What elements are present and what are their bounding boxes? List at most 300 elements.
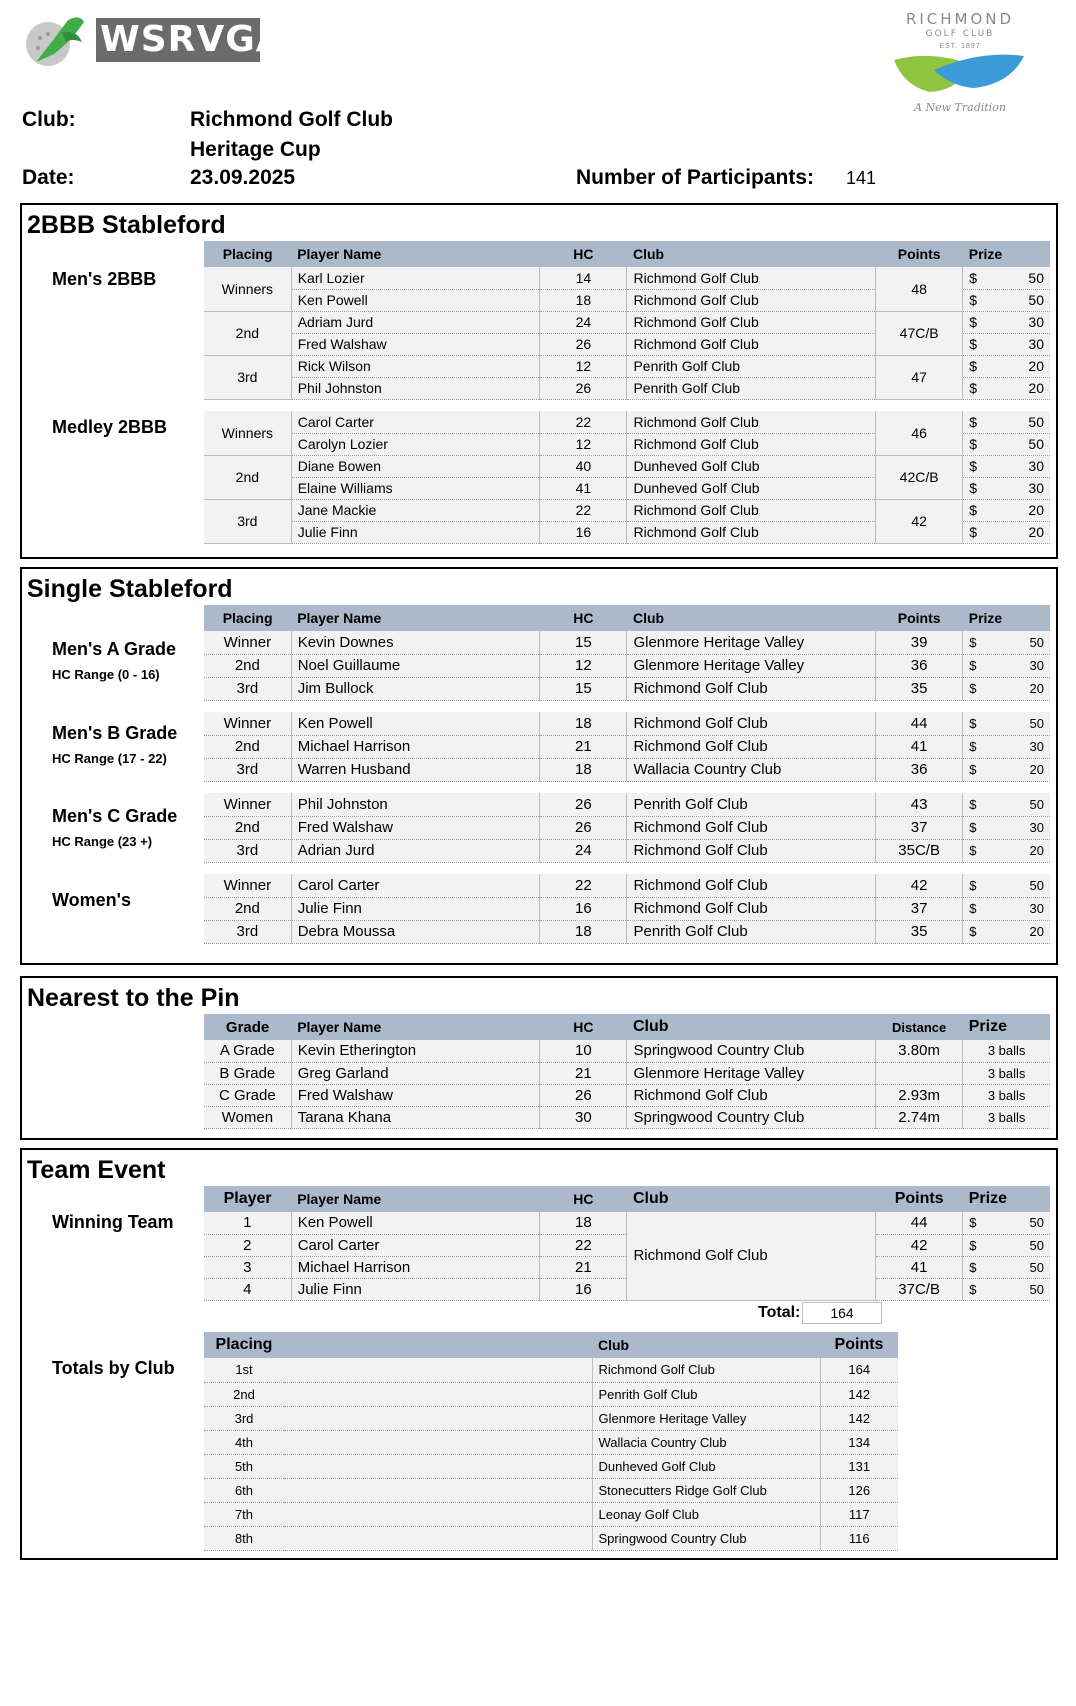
spacer-cell	[284, 1454, 592, 1478]
prize-cell: 3 balls	[963, 1106, 1050, 1128]
col-points: Points	[876, 241, 963, 267]
spacer-cell	[284, 1478, 592, 1502]
placing-cell: 3rd	[204, 499, 291, 543]
club-cell: Richmond Golf Club	[627, 311, 876, 333]
table-header	[204, 1186, 1050, 1212]
currency-symbol: $	[969, 1281, 977, 1297]
club-label: Club:	[22, 108, 76, 131]
prize-amount: 30	[1029, 739, 1044, 754]
table-row	[204, 355, 1050, 377]
placing-cell: 2nd	[204, 816, 291, 839]
hc-cell: 26	[540, 333, 627, 355]
grade-cell: Women	[204, 1106, 291, 1128]
prize-cell	[963, 735, 1050, 758]
placing-cell: 2nd	[204, 735, 291, 758]
player-name: Ken Powell	[291, 712, 540, 735]
col-player: Player Name	[291, 1014, 540, 1040]
prize-amount: 20	[1029, 681, 1044, 696]
placing-cell: Winner	[204, 793, 291, 816]
club-cell: Richmond Golf Club	[627, 1084, 876, 1106]
prize-cell	[963, 1256, 1050, 1278]
spacer-cell	[284, 1526, 592, 1550]
table-row	[204, 1478, 898, 1502]
currency-symbol: $	[969, 1215, 977, 1231]
col-hc: HC	[540, 605, 627, 631]
club-cell: Richmond Golf Club	[627, 333, 876, 355]
prize-cell	[963, 411, 1050, 433]
points-cell: 43	[876, 793, 963, 816]
placing-cell: 2nd	[204, 311, 291, 355]
prize-cell	[963, 1212, 1050, 1234]
section-single	[20, 567, 1058, 965]
bbb-table	[204, 241, 1050, 544]
group-label: Medley 2BBB	[52, 417, 168, 437]
points-cell: 41	[876, 735, 963, 758]
table-row	[204, 1454, 898, 1478]
currency-symbol: $	[969, 1237, 977, 1253]
currency-symbol: $	[969, 413, 978, 430]
club-cell: Richmond Golf Club	[627, 289, 876, 311]
col-player: Player Name	[291, 241, 540, 267]
group-label: Men's A Grade	[52, 639, 176, 659]
player-name: Greg Garland	[291, 1062, 540, 1084]
prize-amount: 20	[1028, 502, 1044, 518]
hc-cell: 14	[540, 267, 627, 289]
table-row	[204, 712, 1050, 735]
placing-cell: 8th	[204, 1526, 284, 1550]
placing-cell: 3rd	[204, 758, 291, 781]
table-row	[204, 1406, 898, 1430]
table-row	[204, 874, 1050, 897]
prize-cell	[963, 1278, 1050, 1300]
currency-symbol: $	[969, 269, 978, 286]
table-row	[204, 1430, 898, 1454]
col-points: Points	[876, 605, 963, 631]
club-cell: Dunheved Golf Club	[627, 455, 876, 477]
prize-cell	[963, 677, 1050, 700]
logo-sub: GOLF CLUB	[925, 29, 995, 39]
total-value: 164	[802, 1302, 882, 1324]
hc-cell: 22	[540, 411, 627, 433]
prize-cell	[963, 355, 1050, 377]
hc-cell: 15	[540, 677, 627, 700]
player-no: 2	[204, 1234, 291, 1256]
player-no: 4	[204, 1278, 291, 1300]
player-name: Ken Powell	[291, 289, 540, 311]
player-no: 3	[204, 1256, 291, 1278]
hc-cell: 24	[540, 311, 627, 333]
placing-cell: 2nd	[204, 455, 291, 499]
placing-cell: 2nd	[204, 1382, 284, 1406]
section-pin	[20, 976, 1058, 1140]
event-name: Heritage Cup	[190, 138, 321, 161]
club-cell: Richmond Golf Club	[627, 411, 876, 433]
table-row	[204, 735, 1050, 758]
logo-tagline: A New Tradition	[914, 101, 1006, 114]
prize-amount: 50	[1029, 1259, 1044, 1275]
currency-symbol: $	[969, 924, 977, 939]
placing-cell: 3rd	[204, 1406, 284, 1430]
club-cell: Springwood Country Club	[627, 1040, 876, 1062]
hc-cell: 12	[540, 355, 627, 377]
prize-amount: 50	[1029, 796, 1044, 812]
club-cell: Richmond Golf Club	[627, 499, 876, 521]
hc-cell: 21	[540, 1062, 627, 1084]
table-row	[204, 1062, 1050, 1084]
player-name: Fred Walshaw	[291, 816, 540, 839]
col-placing: Placing	[204, 1332, 284, 1358]
section-title: 2BBB Stableford	[27, 211, 226, 239]
placing-cell: Winner	[204, 874, 291, 897]
club-cell: Penrith Golf Club	[592, 1382, 820, 1406]
hc-cell: 41	[540, 477, 627, 499]
table-row	[204, 267, 1050, 289]
team-table	[204, 1186, 1050, 1301]
wsrvga-logo	[22, 12, 285, 72]
hc-cell: 10	[540, 1040, 627, 1062]
club-cell: Dunheved Golf Club	[592, 1454, 820, 1478]
spacer-cell	[284, 1430, 592, 1454]
date-label: Date:	[22, 166, 75, 189]
player-name: Kevin Downes	[291, 631, 540, 654]
prize-amount: 30	[1029, 901, 1044, 916]
club-cell: Richmond Golf Club	[627, 839, 876, 862]
group-sub: HC Range (0 - 16)	[52, 667, 160, 682]
hc-cell: 18	[540, 1212, 627, 1234]
prize-amount: 20	[1029, 924, 1044, 939]
points-cell: 131	[820, 1454, 898, 1478]
player-name: Jane Mackie	[291, 499, 540, 521]
currency-symbol: $	[969, 336, 978, 352]
hc-cell: 30	[540, 1106, 627, 1128]
col-spacer	[284, 1332, 592, 1358]
prize-cell	[963, 793, 1050, 816]
col-hc: HC	[540, 1014, 627, 1040]
group-label: Men's 2BBB	[52, 269, 157, 289]
player-name: Carol Carter	[291, 1234, 540, 1256]
player-name: Carol Carter	[291, 411, 540, 433]
points-cell: 116	[820, 1526, 898, 1550]
prize-amount: 50	[1028, 292, 1044, 308]
points-cell: 36	[876, 758, 963, 781]
hc-cell: 26	[540, 1084, 627, 1106]
table-row	[204, 816, 1050, 839]
pin-table	[204, 1014, 1050, 1129]
section-title: Nearest to the Pin	[27, 984, 240, 1012]
placing-cell: 2nd	[204, 654, 291, 677]
single-table	[204, 605, 1050, 944]
spacer-cell	[284, 1358, 592, 1382]
club-cell: Richmond Golf Club	[627, 677, 876, 700]
prize-amount: 20	[1028, 380, 1044, 396]
prize-amount: 30	[1028, 458, 1044, 474]
table-row	[204, 1040, 1050, 1062]
group-label: Totals by Club	[52, 1358, 175, 1378]
club-cell: Glenmore Heritage Valley	[627, 631, 876, 654]
col-club: Club	[627, 605, 876, 631]
player-name: Carolyn Lozier	[291, 433, 540, 455]
points-cell: 44	[876, 1212, 963, 1234]
date-value: 23.09.2025	[190, 166, 296, 189]
col-player-no: Player	[204, 1186, 291, 1212]
distance-cell	[876, 1062, 963, 1084]
club-cell: Penrith Golf Club	[627, 920, 876, 943]
player-name: Diane Bowen	[291, 455, 540, 477]
hc-cell: 21	[540, 735, 627, 758]
player-name: Elaine Williams	[291, 477, 540, 499]
hc-cell: 26	[540, 377, 627, 399]
table-row	[204, 677, 1050, 700]
prize-amount: 30	[1028, 336, 1044, 352]
hc-cell: 16	[540, 521, 627, 543]
prize-cell	[963, 267, 1050, 289]
prize-cell	[963, 455, 1050, 477]
points-cell: 44	[876, 712, 963, 735]
points-cell: 41	[876, 1256, 963, 1278]
points-cell: 36	[876, 654, 963, 677]
hc-cell: 22	[540, 874, 627, 897]
placing-cell: 6th	[204, 1478, 284, 1502]
points-cell: 142	[820, 1382, 898, 1406]
col-club: Club	[627, 1186, 876, 1212]
player-name: Michael Harrison	[291, 735, 540, 758]
player-name: Jim Bullock	[291, 677, 540, 700]
group-label: Winning Team	[52, 1212, 174, 1232]
points-cell: 37C/B	[876, 1278, 963, 1300]
prize-cell	[963, 897, 1050, 920]
player-name: Kevin Etherington	[291, 1040, 540, 1062]
player-name: Noel Guillaume	[291, 654, 540, 677]
table-row	[204, 1502, 898, 1526]
club-cell: Wallacia Country Club	[627, 758, 876, 781]
total-label: Total:	[758, 1304, 801, 1321]
table-row	[204, 839, 1050, 862]
club-cell: Richmond Golf Club	[627, 1212, 876, 1300]
points-cell: 37	[876, 897, 963, 920]
currency-symbol: $	[969, 292, 978, 308]
prize-cell	[963, 654, 1050, 677]
leaf-icon	[890, 50, 1030, 96]
table-row	[204, 311, 1050, 333]
prize-amount: 20	[1029, 762, 1044, 777]
prize-cell	[963, 499, 1050, 521]
col-club: Club	[592, 1332, 820, 1358]
player-name: Ken Powell	[291, 1212, 540, 1234]
points-cell: 142	[820, 1406, 898, 1430]
prize-cell	[963, 333, 1050, 355]
player-name: Julie Finn	[291, 897, 540, 920]
participants-value: 141	[846, 168, 877, 188]
prize-amount: 50	[1029, 1215, 1044, 1231]
prize-amount: 30	[1028, 314, 1044, 330]
currency-symbol: $	[969, 901, 977, 916]
prize-cell	[963, 874, 1050, 897]
logo-name: RICHMOND	[905, 10, 1015, 28]
club-cell: Glenmore Heritage Valley	[592, 1406, 820, 1430]
currency-symbol: $	[969, 762, 977, 777]
logo-est: EST. 1897	[939, 43, 981, 50]
col-placing: Placing	[204, 241, 291, 267]
table-row	[204, 1212, 1050, 1234]
currency-symbol: $	[969, 681, 977, 696]
col-prize: Prize	[963, 1014, 1050, 1040]
prize-amount: 30	[1028, 480, 1044, 496]
club-cell: Richmond Golf Club	[627, 521, 876, 543]
table-header	[204, 1332, 898, 1358]
table-row	[204, 920, 1050, 943]
currency-symbol: $	[969, 877, 977, 893]
points-cell: 42	[876, 1234, 963, 1256]
table-row	[204, 411, 1050, 433]
hc-cell: 22	[540, 499, 627, 521]
currency-symbol: $	[969, 634, 977, 650]
group-label: Men's C Grade	[52, 806, 178, 826]
table-row	[204, 499, 1050, 521]
currency-symbol: $	[969, 314, 978, 330]
points-cell: 48	[876, 267, 963, 311]
club-cell: Richmond Golf Club	[627, 433, 876, 455]
prize-amount: 30	[1029, 658, 1044, 673]
participants-label: Number of Participants:	[576, 166, 815, 189]
currency-symbol: $	[969, 524, 978, 540]
grade-cell: B Grade	[204, 1062, 291, 1084]
hc-cell: 12	[540, 433, 627, 455]
distance-cell: 3.80m	[876, 1040, 963, 1062]
table-row	[204, 631, 1050, 654]
currency-symbol: $	[969, 843, 977, 858]
placing-cell: 2nd	[204, 897, 291, 920]
table-row	[204, 1382, 898, 1406]
player-name: Fred Walshaw	[291, 1084, 540, 1106]
prize-amount: 50	[1028, 436, 1044, 452]
prize-amount: 50	[1029, 1281, 1044, 1297]
col-club: Club	[627, 241, 876, 267]
player-name: Adriam Jurd	[291, 311, 540, 333]
placing-cell: 1st	[204, 1358, 284, 1382]
placing-cell: Winners	[204, 411, 291, 455]
spacer-cell	[284, 1502, 592, 1526]
club-cell: Springwood Country Club	[592, 1526, 820, 1550]
grade-cell: A Grade	[204, 1040, 291, 1062]
hc-cell: 12	[540, 654, 627, 677]
prize-cell	[963, 433, 1050, 455]
currency-symbol: $	[969, 796, 977, 812]
prize-amount: 50	[1028, 413, 1044, 430]
placing-cell: Winners	[204, 267, 291, 311]
currency-symbol: $	[969, 380, 978, 396]
hc-cell: 18	[540, 920, 627, 943]
prize-cell	[963, 521, 1050, 543]
table-row	[204, 1106, 1050, 1128]
richmond-logo	[880, 10, 1040, 130]
points-cell: 35	[876, 920, 963, 943]
spacer-cell	[284, 1406, 592, 1430]
hc-cell: 15	[540, 631, 627, 654]
points-cell: 42	[876, 874, 963, 897]
club-totals-table	[204, 1332, 898, 1551]
prize-cell	[963, 839, 1050, 862]
points-cell: 37	[876, 816, 963, 839]
club-cell: Glenmore Heritage Valley	[627, 654, 876, 677]
hc-cell: 40	[540, 455, 627, 477]
prize-amount: 50	[1029, 1237, 1044, 1253]
col-prize: Prize	[963, 241, 1050, 267]
prize-cell	[963, 289, 1050, 311]
col-points: Points	[876, 1186, 963, 1212]
points-cell: 126	[820, 1478, 898, 1502]
hc-cell: 18	[540, 758, 627, 781]
player-name: Phil Johnston	[291, 793, 540, 816]
points-cell: 42	[876, 499, 963, 543]
prize-amount: 20	[1029, 843, 1044, 858]
distance-cell: 2.93m	[876, 1084, 963, 1106]
group-label: Women's	[52, 890, 131, 910]
club-cell: Glenmore Heritage Valley	[627, 1062, 876, 1084]
placing-cell: Winner	[204, 712, 291, 735]
player-name: Warren Husband	[291, 758, 540, 781]
club-cell: Richmond Golf Club	[627, 816, 876, 839]
player-name: Rick Wilson	[291, 355, 540, 377]
placing-cell: 3rd	[204, 839, 291, 862]
club-cell: Richmond Golf Club	[627, 267, 876, 289]
prize-cell	[963, 377, 1050, 399]
hc-cell: 26	[540, 816, 627, 839]
col-prize: Prize	[963, 1186, 1050, 1212]
table-row	[204, 455, 1050, 477]
prize-cell	[963, 712, 1050, 735]
prize-amount: 50	[1029, 877, 1044, 893]
spacer-cell	[284, 1382, 592, 1406]
club-cell: Wallacia Country Club	[592, 1430, 820, 1454]
col-club: Club	[627, 1014, 876, 1040]
placing-cell: 3rd	[204, 920, 291, 943]
prize-cell	[963, 758, 1050, 781]
prize-amount: 20	[1028, 358, 1044, 374]
col-player: Player Name	[291, 605, 540, 631]
col-hc: HC	[540, 1186, 627, 1212]
col-points: Points	[820, 1332, 898, 1358]
currency-symbol: $	[969, 715, 977, 731]
placing-cell: 5th	[204, 1454, 284, 1478]
points-cell: 42C/B	[876, 455, 963, 499]
col-prize: Prize	[963, 605, 1050, 631]
col-placing: Placing	[204, 605, 291, 631]
club-cell: Dunheved Golf Club	[627, 477, 876, 499]
table-header	[204, 241, 1050, 267]
group-label: Men's B Grade	[52, 723, 178, 743]
club-value: Richmond Golf Club	[190, 108, 393, 131]
prize-cell	[963, 631, 1050, 654]
currency-symbol: $	[969, 480, 978, 496]
col-distance: Distance	[876, 1014, 963, 1040]
club-cell: Richmond Golf Club	[592, 1358, 820, 1382]
currency-symbol: $	[969, 358, 978, 374]
table-row	[204, 1526, 898, 1550]
player-name: Michael Harrison	[291, 1256, 540, 1278]
points-cell: 35	[876, 677, 963, 700]
col-grade: Grade	[204, 1014, 291, 1040]
prize-cell	[963, 920, 1050, 943]
prize-amount: 50	[1029, 634, 1044, 650]
table-row	[204, 758, 1050, 781]
points-cell: 134	[820, 1430, 898, 1454]
table-row	[204, 897, 1050, 920]
player-name: Adrian Jurd	[291, 839, 540, 862]
club-cell: Richmond Golf Club	[627, 897, 876, 920]
points-cell: 47C/B	[876, 311, 963, 355]
club-cell: Leonay Golf Club	[592, 1502, 820, 1526]
currency-symbol: $	[969, 458, 978, 474]
